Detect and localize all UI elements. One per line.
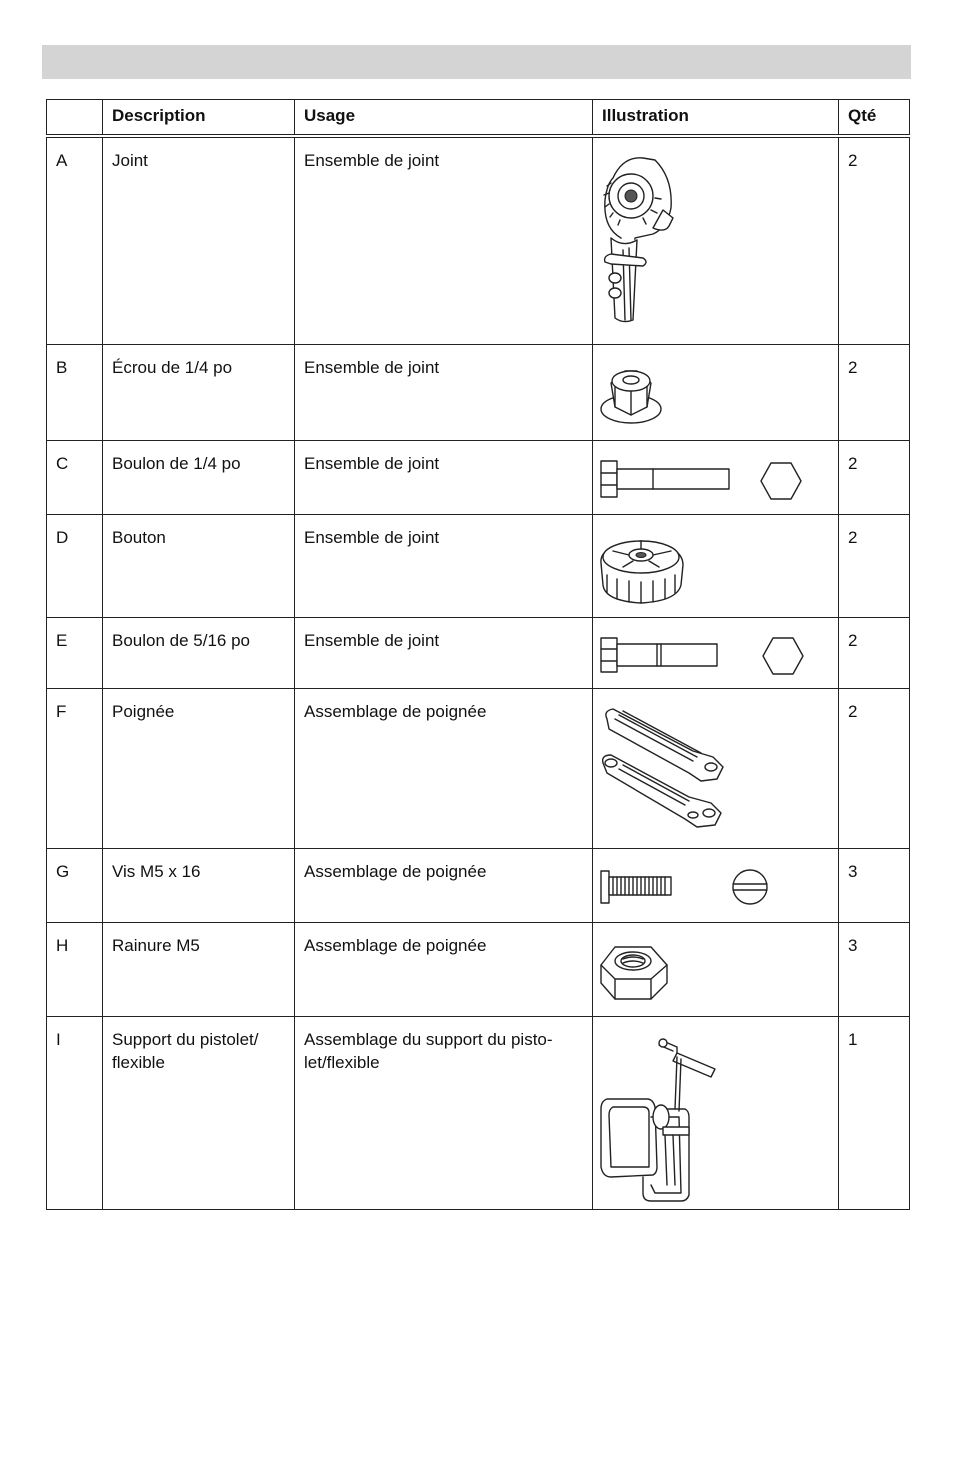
- row-id: C: [47, 441, 103, 515]
- bolt-icon: [593, 618, 839, 689]
- row-illustration: [593, 689, 839, 849]
- handle-icon: [593, 689, 839, 849]
- table-row: [47, 1017, 910, 1210]
- row-qty: 2: [839, 618, 910, 689]
- row-qty: 2: [839, 345, 910, 441]
- row-qty: 2: [839, 689, 910, 849]
- row-illustration: [593, 1017, 839, 1210]
- row-description: Poignée: [103, 689, 295, 849]
- row-id: I: [47, 1017, 103, 1210]
- hex-nut-icon: [593, 923, 839, 1017]
- row-illustration: [593, 441, 839, 515]
- row-id: B: [47, 345, 103, 441]
- header-qty: Qté: [839, 100, 910, 136]
- row-description: Écrou de 1/4 po: [103, 345, 295, 441]
- header-id: [47, 100, 103, 136]
- table-row: [47, 849, 910, 923]
- row-description: Bouton: [103, 515, 295, 618]
- section-header-bar: [42, 45, 911, 79]
- row-id: A: [47, 136, 103, 345]
- row-usage: Ensemble de joint: [295, 515, 593, 618]
- row-usage: Assemblage du support du pisto- let/flexible: [295, 1017, 593, 1210]
- table-row: [47, 345, 910, 441]
- row-illustration: [593, 618, 839, 689]
- flange-nut-icon: [593, 345, 839, 441]
- row-usage: Assemblage de poignée: [295, 689, 593, 849]
- row-illustration: [593, 515, 839, 618]
- row-qty: 3: [839, 923, 910, 1017]
- row-qty: 2: [839, 441, 910, 515]
- row-qty: 1: [839, 1017, 910, 1210]
- parts-table: [46, 99, 910, 1210]
- header-illustration: Illustration: [593, 100, 839, 136]
- table-row: [47, 441, 910, 515]
- table-row: [47, 689, 910, 849]
- row-illustration: [593, 923, 839, 1017]
- header-description: Description: [103, 100, 295, 136]
- row-usage: Ensemble de joint: [295, 441, 593, 515]
- row-illustration: [593, 345, 839, 441]
- row-qty: 2: [839, 136, 910, 345]
- knob-icon: [593, 515, 839, 618]
- gun-hose-holder-icon: [593, 1017, 839, 1210]
- row-description: Joint: [103, 136, 295, 345]
- row-id: E: [47, 618, 103, 689]
- header-usage: Usage: [295, 100, 593, 136]
- joint-icon: [593, 138, 839, 347]
- row-id: D: [47, 515, 103, 618]
- row-illustration: [593, 136, 839, 345]
- row-illustration: [593, 849, 839, 923]
- row-description: Boulon de 5/16 po: [103, 618, 295, 689]
- row-description: Vis M5 x 16: [103, 849, 295, 923]
- table-row: [47, 515, 910, 618]
- row-usage: Assemblage de poignée: [295, 849, 593, 923]
- table-row: [47, 136, 910, 345]
- row-description: Boulon de 1/4 po: [103, 441, 295, 515]
- row-description: Support du pistolet/ flexible: [103, 1017, 295, 1210]
- bolt-icon: [593, 441, 839, 515]
- row-qty: 2: [839, 515, 910, 618]
- row-qty: 3: [839, 849, 910, 923]
- row-usage: Ensemble de joint: [295, 136, 593, 345]
- table-row: [47, 618, 910, 689]
- table-row: [47, 923, 910, 1017]
- row-description: Rainure M5: [103, 923, 295, 1017]
- row-id: G: [47, 849, 103, 923]
- row-id: F: [47, 689, 103, 849]
- row-id: H: [47, 923, 103, 1017]
- row-usage: Ensemble de joint: [295, 345, 593, 441]
- row-usage: Assemblage de poignée: [295, 923, 593, 1017]
- table-header-row: [47, 100, 910, 136]
- screw-icon: [593, 849, 839, 923]
- row-usage: Ensemble de joint: [295, 618, 593, 689]
